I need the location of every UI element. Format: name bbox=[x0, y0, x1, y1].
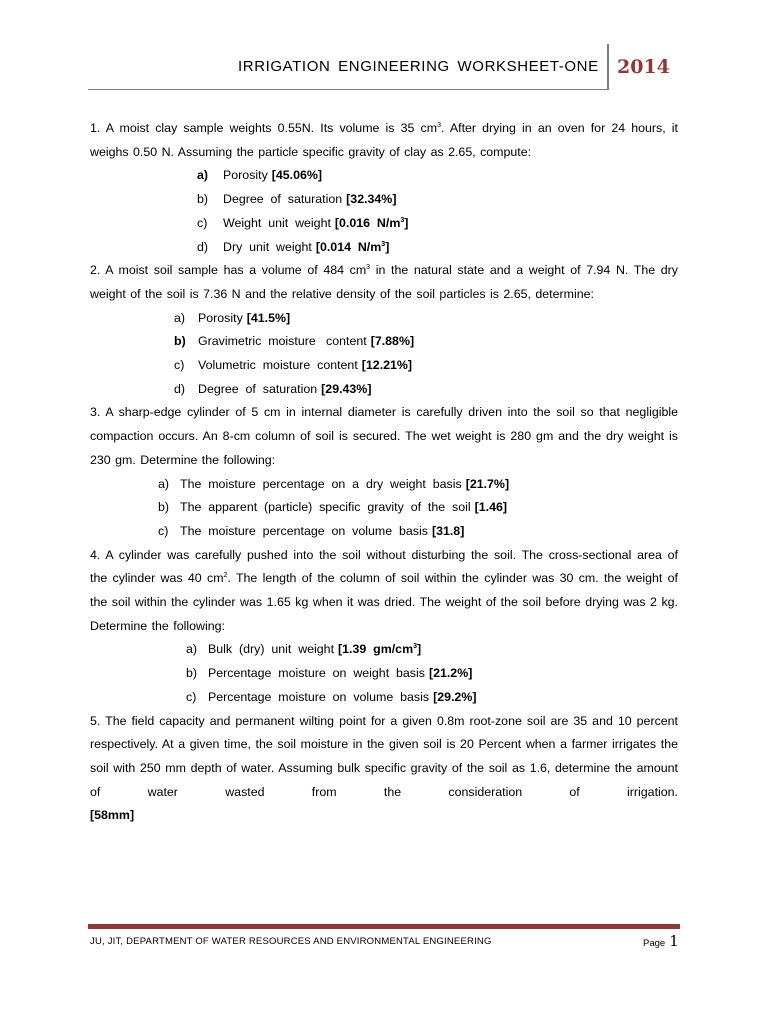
list-item: b) Percentage moisture on weight basis [21.2%] bbox=[186, 666, 473, 681]
page-number: 1 bbox=[669, 932, 679, 950]
page-label: Page bbox=[643, 938, 666, 949]
list-item: c) Volumetric moisture content [12.21%] bbox=[174, 358, 413, 373]
question-5: 5. The field capacity and permanent wilting point for a given 0.8m root-zone soil are 35 and 10 percent respectively. At a given time, the soil moisture in the given soil is 20 Percent when a farmer irrigates the soil with 250 mm depth of water. Assuming bulk specific gravity of the soil as 1.6, determine the amount of water wasted from the consideration of irrigation. bbox=[90, 713, 678, 799]
list-item: d) Degree of saturation [29.43%] bbox=[174, 381, 372, 396]
question-4: 4. A cylinder was carefully pushed into the soil without disturbing the soil. The cross-sectional area of the cylinder was 40 $cm^2$. The length of the column of soil within the cylinder was 30 cm. the weight of the soil within the cylinder was 1.65 kg when it was dried. The weight of the soil before drying was 2 kg. Determine the following: bbox=[90, 547, 678, 633]
list-item: b) Degree of saturation [32.34%] bbox=[197, 192, 397, 207]
list-item: b) Gravimetric moisture content [7.88%] bbox=[174, 334, 415, 349]
list-item: a) Bulk (dry) unit weight [1.39 $gm/cm^3$] bbox=[186, 642, 422, 657]
header-year: 2014 bbox=[617, 56, 670, 78]
list-item: a) The moisture percentage on a dry weight basis [21.7%] bbox=[158, 476, 510, 491]
page-indicator bbox=[643, 932, 679, 950]
question-3-items bbox=[90, 473, 678, 544]
question-5-answer: [58mm] bbox=[90, 808, 135, 823]
question-2-items bbox=[90, 307, 678, 402]
page-header bbox=[0, 40, 768, 90]
list-item: c) Weight unit weight [0.016 $N/m^3$] bbox=[197, 215, 409, 230]
worksheet-body bbox=[90, 117, 678, 828]
list-item: a) Porosity [41.5%] bbox=[174, 310, 291, 325]
question-3: 3. A sharp-edge cylinder of 5 cm in internal diameter is carefully driven into the soil so that negligible compaction occurs. An 8-cm column of soil is secured. The wet weight is 280 gm and the dry weight is 230 gm. Determine the following: bbox=[90, 405, 678, 467]
list-item: c) The moisture percentage on volume basis [31.8] bbox=[158, 523, 465, 538]
list-item: a) Porosity [45.06%] bbox=[197, 168, 323, 183]
header-divider bbox=[607, 44, 609, 90]
footer-department: JU, JIT, DEPARTMENT OF WATER RESOURCES AND ENVIRONMENTAL ENGINEERING bbox=[90, 936, 492, 947]
header-rule bbox=[88, 89, 608, 90]
question-1-items bbox=[90, 164, 678, 259]
list-item: b) The apparent (particle) specific gravity of the soil [1.46] bbox=[158, 500, 507, 515]
list-item: c) Percentage moisture on volume basis [29.2%] bbox=[186, 689, 477, 704]
question-4-items bbox=[90, 638, 678, 709]
question-2: 2. A moist soil sample has a volume of 484 $cm^3$ in the natural state and a weight of 7.94 N. The dry weight of the soil is 7.36 N and the relative density of the soil particles is 2.65, determine: bbox=[90, 263, 678, 301]
list-item: d) Dry unit weight [0.014 $N/m^3$] bbox=[197, 239, 390, 254]
worksheet-title: IRRIGATION ENGINEERING WORKSHEET-ONE bbox=[238, 58, 599, 75]
footer-rule bbox=[88, 924, 680, 929]
question-1: 1. A moist clay sample weights 0.55N. Its volume is 35 $cm^3$. After drying in an oven for 24 hours, it weighs 0.50 N. Assuming the particle specific gravity of clay as 2.65, compute: bbox=[90, 121, 679, 159]
